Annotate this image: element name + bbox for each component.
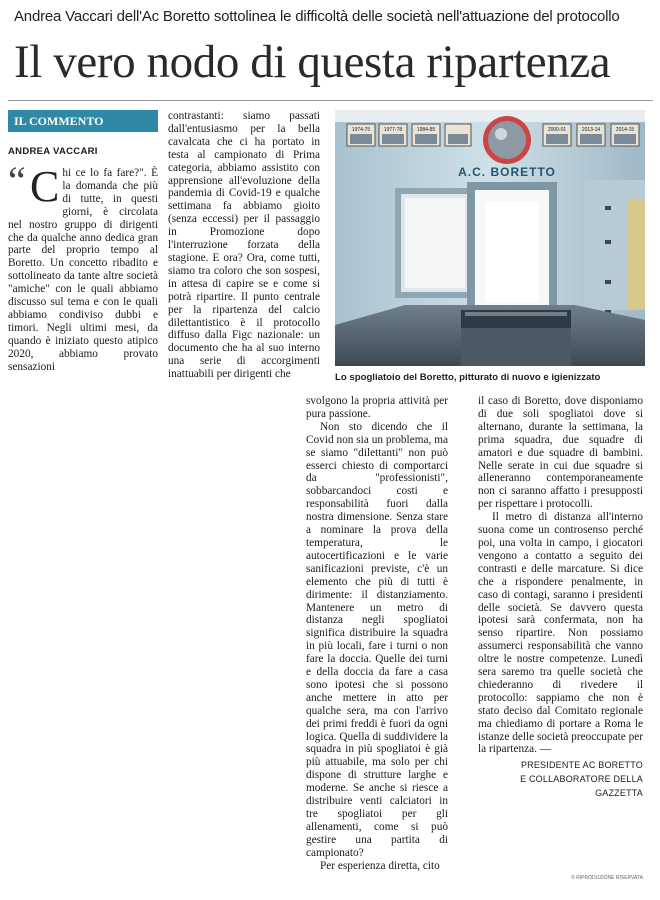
frame-label: 2000-01 [547,127,567,133]
paragraph: svolgono la propria attività per pura passione. [306,395,448,420]
paragraph: Per esperienza diretta, cito [320,859,440,872]
column-4 [478,395,643,800]
author-credit [478,758,643,800]
frame-label: 1977-78 [383,127,403,133]
paragraph: Non sto dicendo che il Covid non sia un problema, ma se siamo "dilettanti" non può esserci chiesto di comportarci da "professionisti", sobbarcandoci costi e responsabilità fuori dalla nostra dimensione. Senza stare a nominare la prova della temperatura, le autocertificazioni e le varie sanificazioni previste, c'è un elemento che più di tutti è dirimente: il distanziamento. Mantenere un metro di distanza negli spogliatoi significa distribuire la squadra in più locali, fare i turni o non fare la doccia. Quelle dei turni e della doccia da fare a casa sono ipotesi che si possono anche mettere in atto per qualche sera, ma con l'arrivo dei primi freddi è fuori da ogni logica. Quella di suddividere la squadra in più spogliatoi è già più attuabile, ma solo per chi dispone di strutture larghe e moderne. Se anche si riesce a distribuire venti calciatori in tre spogliatoi per gli allenamenti, come si può gestire una partita di campionato? [306,420,448,859]
mirror-icon [483,116,531,164]
column-2-text: contrastanti: siamo passati dall'entusiasmo per la bella cavalcata che ci ha portato in testa al campionato di Prima categoria, abbiamo assistito con apprensione all'evoluzione della pandemia di Covid-19 e qualche settimana fa abbiamo gioito (senza eccessi) per il passaggio in Promozione dopo l'interruzione forzata della stagione. E ora? Ora, come tutti, siamo tra coloro che son sospesi, in attesa di capire se e come si potrà ripartire. Il punto centrale per la ripartenza del calcio dilettantistico è il protocollo diffuso dalla Figc nazionale: un documento che ha al suo interno una serie di accorgimenti inattuabili per dirigenti che [168,110,320,381]
author-byline: ANDREA VACCARI [8,146,98,157]
credit-line-1: PRESIDENTE AC BORETTO [520,760,643,771]
locker-room-photo [335,110,645,366]
frame-label: 1984-85 [416,127,436,133]
photo-caption: Lo spogliatoio del Boretto, pitturato di nuovo e igienizzato [335,372,601,383]
lead-text: hi ce lo fa fare?". È la domanda che più di tutte, in questi giorni, è circolata nel nostro gruppo di dirigenti che da qualche anno dedica gran parte del proprio tempo al Boretto. Un concetto ribadito e sottolineato da tante altre società "amiche" con le quali abbiamo discusso sul tema e con le quali abbiamo condiviso dubbi e timori. Negli ultimi mesi, da quando è iniziato questo atipico 2020, abbiamo provato sensazioni [8,167,158,373]
column-3 [306,395,448,873]
credit-line-2: E COLLABORATORE DELLA GAZZETTA [520,774,643,799]
frame-label: 1974-75 [351,127,371,133]
paragraph: Il metro di distanza all'interno suona come un controsenso perché poi, una volta in campo, i giocatori vengono a contatto a seguito dei contrasti e delle marcature. Si dice che a rispondere penalmente, in caso di contagi, saranno i presidenti delle società. Se davvero questa ipotesi sarà confermata, non ha senso ripartire. Non possiamo assumerci responsabilità che vanno oltre le nostre competenze. Lunedì sera saremo tra quelle società che chiederanno di rivedere il protocollo: sappiamo che non è stato deciso dal Comitato regionale ma chiediamo di portare a Roma le istanze delle società preoccupate per la ripartenza. — [478,511,643,756]
paragraph: il caso di Boretto, dove disponiamo di due soli spogliatoi dove si alternano, durante la settimana, la prima squadra, due squadre di amatori e due squadre di bambini. Nelle serate in cui due squadre si alleneranno contemporaneamente non ci saranno affatto i presupposti per rispettare i protocolli. [478,395,643,511]
club-sign: A.C. BORETTO [458,165,556,179]
open-quote-icon: “ [8,158,26,203]
headline: Il vero nodo di questa ripartenza [14,36,611,88]
section-badge: IL COMMENTO [8,110,158,132]
drop-cap: C [30,162,60,211]
frame-label: 2014-15 [615,127,635,133]
column-1 [8,110,158,374]
frame-label: 2013-14 [581,127,601,133]
kicker: Andrea Vaccari dell'Ac Boretto sottolinea le difficoltà delle società nell'attuazione del protocollo [14,8,620,25]
lead-paragraph [8,158,158,374]
header-divider [8,100,653,101]
copyright-notice: © RIPRODUZIONE RISERVATA [571,875,643,881]
column-2 [168,110,320,381]
